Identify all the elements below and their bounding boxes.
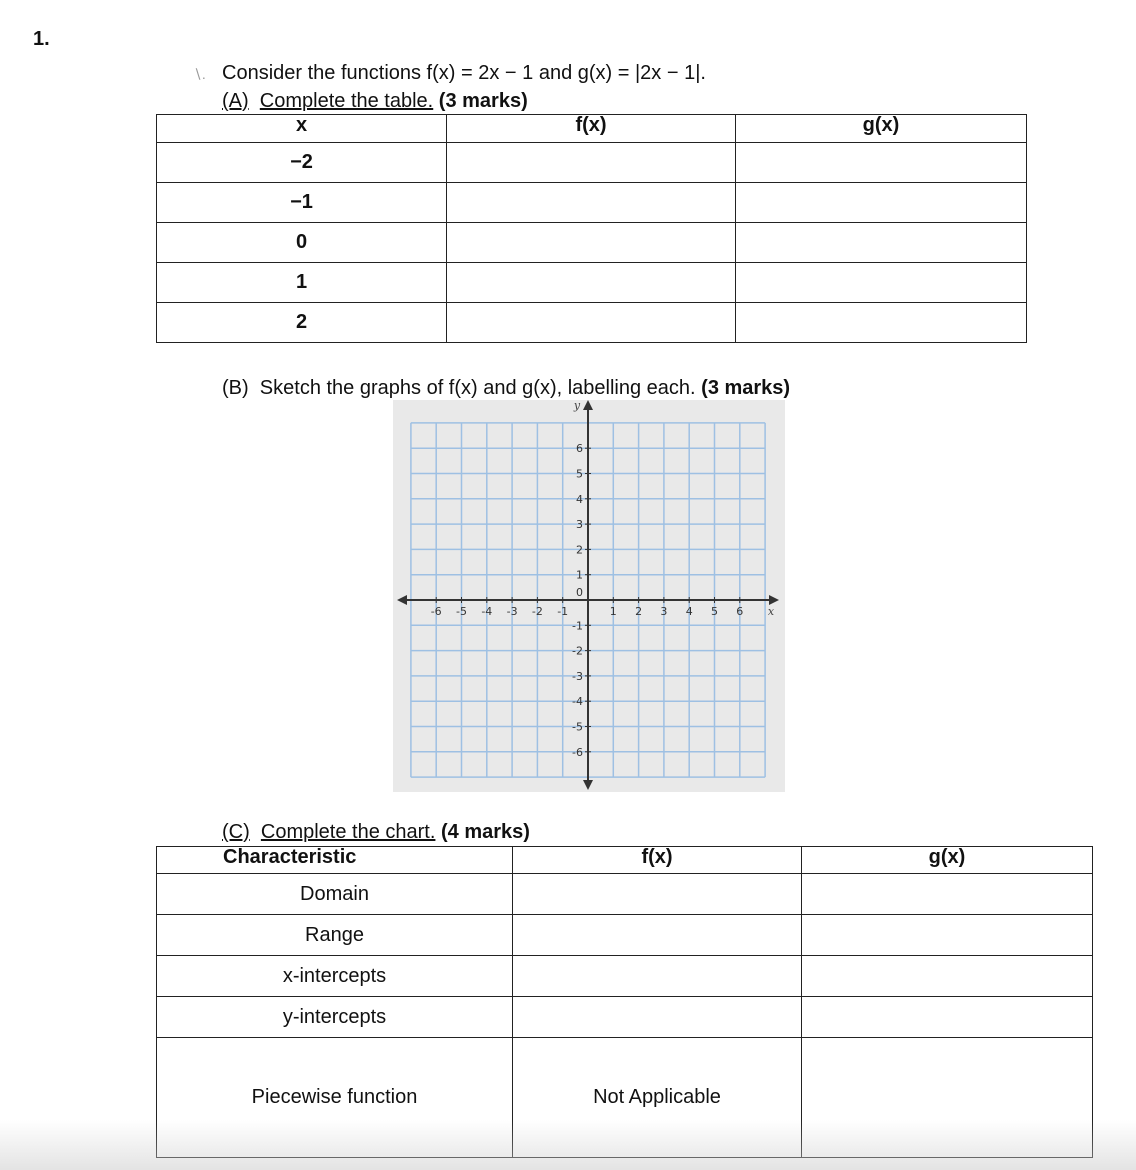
y-tick-label: 4 xyxy=(576,492,583,506)
origin-label: 0 xyxy=(576,586,583,599)
x-value: 1 xyxy=(157,263,447,303)
part-a-marks: (3 marks) xyxy=(438,90,528,112)
part-b-marks: (3 marks) xyxy=(701,377,791,399)
table-row xyxy=(157,223,1027,263)
y-tick-label: 3 xyxy=(576,518,583,532)
x-tick-label: 1 xyxy=(609,605,617,618)
list-bullet: ∖. xyxy=(193,66,206,82)
table-row xyxy=(157,997,1093,1038)
part-b-title xyxy=(222,376,790,400)
gx-answer-cell[interactable] xyxy=(736,303,1027,343)
characteristics-chart xyxy=(156,846,1093,1158)
characteristic-label: x-intercepts xyxy=(157,956,513,997)
x-tick-label: 4 xyxy=(685,605,693,618)
values-table-header xyxy=(157,115,1027,143)
fx-answer-cell[interactable] xyxy=(447,143,736,183)
gx-answer-cell[interactable] xyxy=(736,183,1027,223)
x-tick-label: 2 xyxy=(635,605,643,618)
table-row xyxy=(157,956,1093,997)
x-tick-label: -3 xyxy=(506,605,518,618)
y-tick-label: 5 xyxy=(576,467,583,481)
fx-answer-cell[interactable] xyxy=(447,183,736,223)
table-row xyxy=(157,183,1027,223)
fx-answer-cell[interactable] xyxy=(513,915,802,956)
fx-answer-cell[interactable] xyxy=(447,303,736,343)
x-value: −2 xyxy=(157,143,447,183)
characteristic-label: Range xyxy=(157,915,513,956)
part-c-marks: (4 marks) xyxy=(440,821,530,843)
y-tick-label: -2 xyxy=(572,644,583,658)
part-c-instruction: Complete the chart. xyxy=(260,821,436,843)
x-tick-label: 5 xyxy=(711,605,718,618)
gx-answer-cell[interactable] xyxy=(802,1038,1093,1158)
fx-answer-cell[interactable] xyxy=(513,997,802,1038)
gx-answer-cell[interactable] xyxy=(802,997,1093,1038)
fx-answer-cell[interactable] xyxy=(447,263,736,303)
characteristic-label: Piecewise function xyxy=(157,1038,513,1158)
y-tick-label: -5 xyxy=(572,720,583,734)
x-value: 2 xyxy=(157,303,447,343)
fx-answer-cell[interactable] xyxy=(447,223,736,263)
characteristic-label: Domain xyxy=(157,874,513,915)
part-c-title xyxy=(222,820,530,844)
x-tick-label: -1 xyxy=(557,605,569,618)
x-tick-label: -4 xyxy=(481,605,493,618)
y-axis-label: y xyxy=(573,400,581,412)
fx-answer-cell[interactable] xyxy=(513,874,802,915)
part-b-instruction: Sketch the graphs of f(x) and g(x), labelling each. xyxy=(259,377,696,399)
x-tick-label: 3 xyxy=(660,605,668,618)
part-c-letter: (C) xyxy=(222,821,250,843)
part-a-title xyxy=(222,89,528,113)
part-a-instruction: Complete the table. xyxy=(259,90,434,112)
x-tick-label: -2 xyxy=(531,605,543,618)
chart-header xyxy=(157,847,1093,874)
values-table xyxy=(156,114,1027,343)
gx-answer-cell[interactable] xyxy=(802,956,1093,997)
fx-answer-cell[interactable]: Not Applicable xyxy=(513,1038,802,1158)
x-tick-label: -6 xyxy=(430,605,442,618)
gx-answer-cell[interactable] xyxy=(736,143,1027,183)
question-intro: Consider the functions f(x) = 2x − 1 and g(x) = |2x − 1|. xyxy=(222,62,706,84)
coordinate-grid[interactable] xyxy=(393,400,793,794)
header-x: x xyxy=(157,115,447,143)
gx-answer-cell[interactable] xyxy=(802,915,1093,956)
y-tick-label: -6 xyxy=(572,745,583,759)
table-row xyxy=(157,1038,1093,1158)
y-tick-label: 2 xyxy=(576,543,583,557)
x-tick-label: 6 xyxy=(736,605,744,618)
part-b-letter: (B) xyxy=(222,377,249,399)
table-row xyxy=(157,303,1027,343)
table-row xyxy=(157,143,1027,183)
y-tick-label: 1 xyxy=(576,568,583,582)
header-characteristic: Characteristic xyxy=(157,847,513,874)
x-value: −1 xyxy=(157,183,447,223)
y-tick-label: -3 xyxy=(572,669,583,683)
header-fx: f(x) xyxy=(447,115,736,143)
x-tick-label: -5 xyxy=(456,605,467,618)
header-gx: g(x) xyxy=(736,115,1027,143)
gx-answer-cell[interactable] xyxy=(736,223,1027,263)
table-row xyxy=(157,915,1093,956)
fx-answer-cell[interactable] xyxy=(513,956,802,997)
header-gx: g(x) xyxy=(802,847,1093,874)
y-tick-label: -1 xyxy=(572,619,583,633)
gx-answer-cell[interactable] xyxy=(736,263,1027,303)
header-fx: f(x) xyxy=(513,847,802,874)
x-value: 0 xyxy=(157,223,447,263)
y-tick-label: 6 xyxy=(576,442,583,456)
question-number: 1. xyxy=(33,28,50,50)
part-a-letter: (A) xyxy=(222,90,249,112)
x-axis-label: x xyxy=(767,605,775,618)
table-row xyxy=(157,874,1093,915)
gx-answer-cell[interactable] xyxy=(802,874,1093,915)
y-tick-label: -4 xyxy=(572,695,583,709)
characteristic-label: y-intercepts xyxy=(157,997,513,1038)
table-row xyxy=(157,263,1027,303)
